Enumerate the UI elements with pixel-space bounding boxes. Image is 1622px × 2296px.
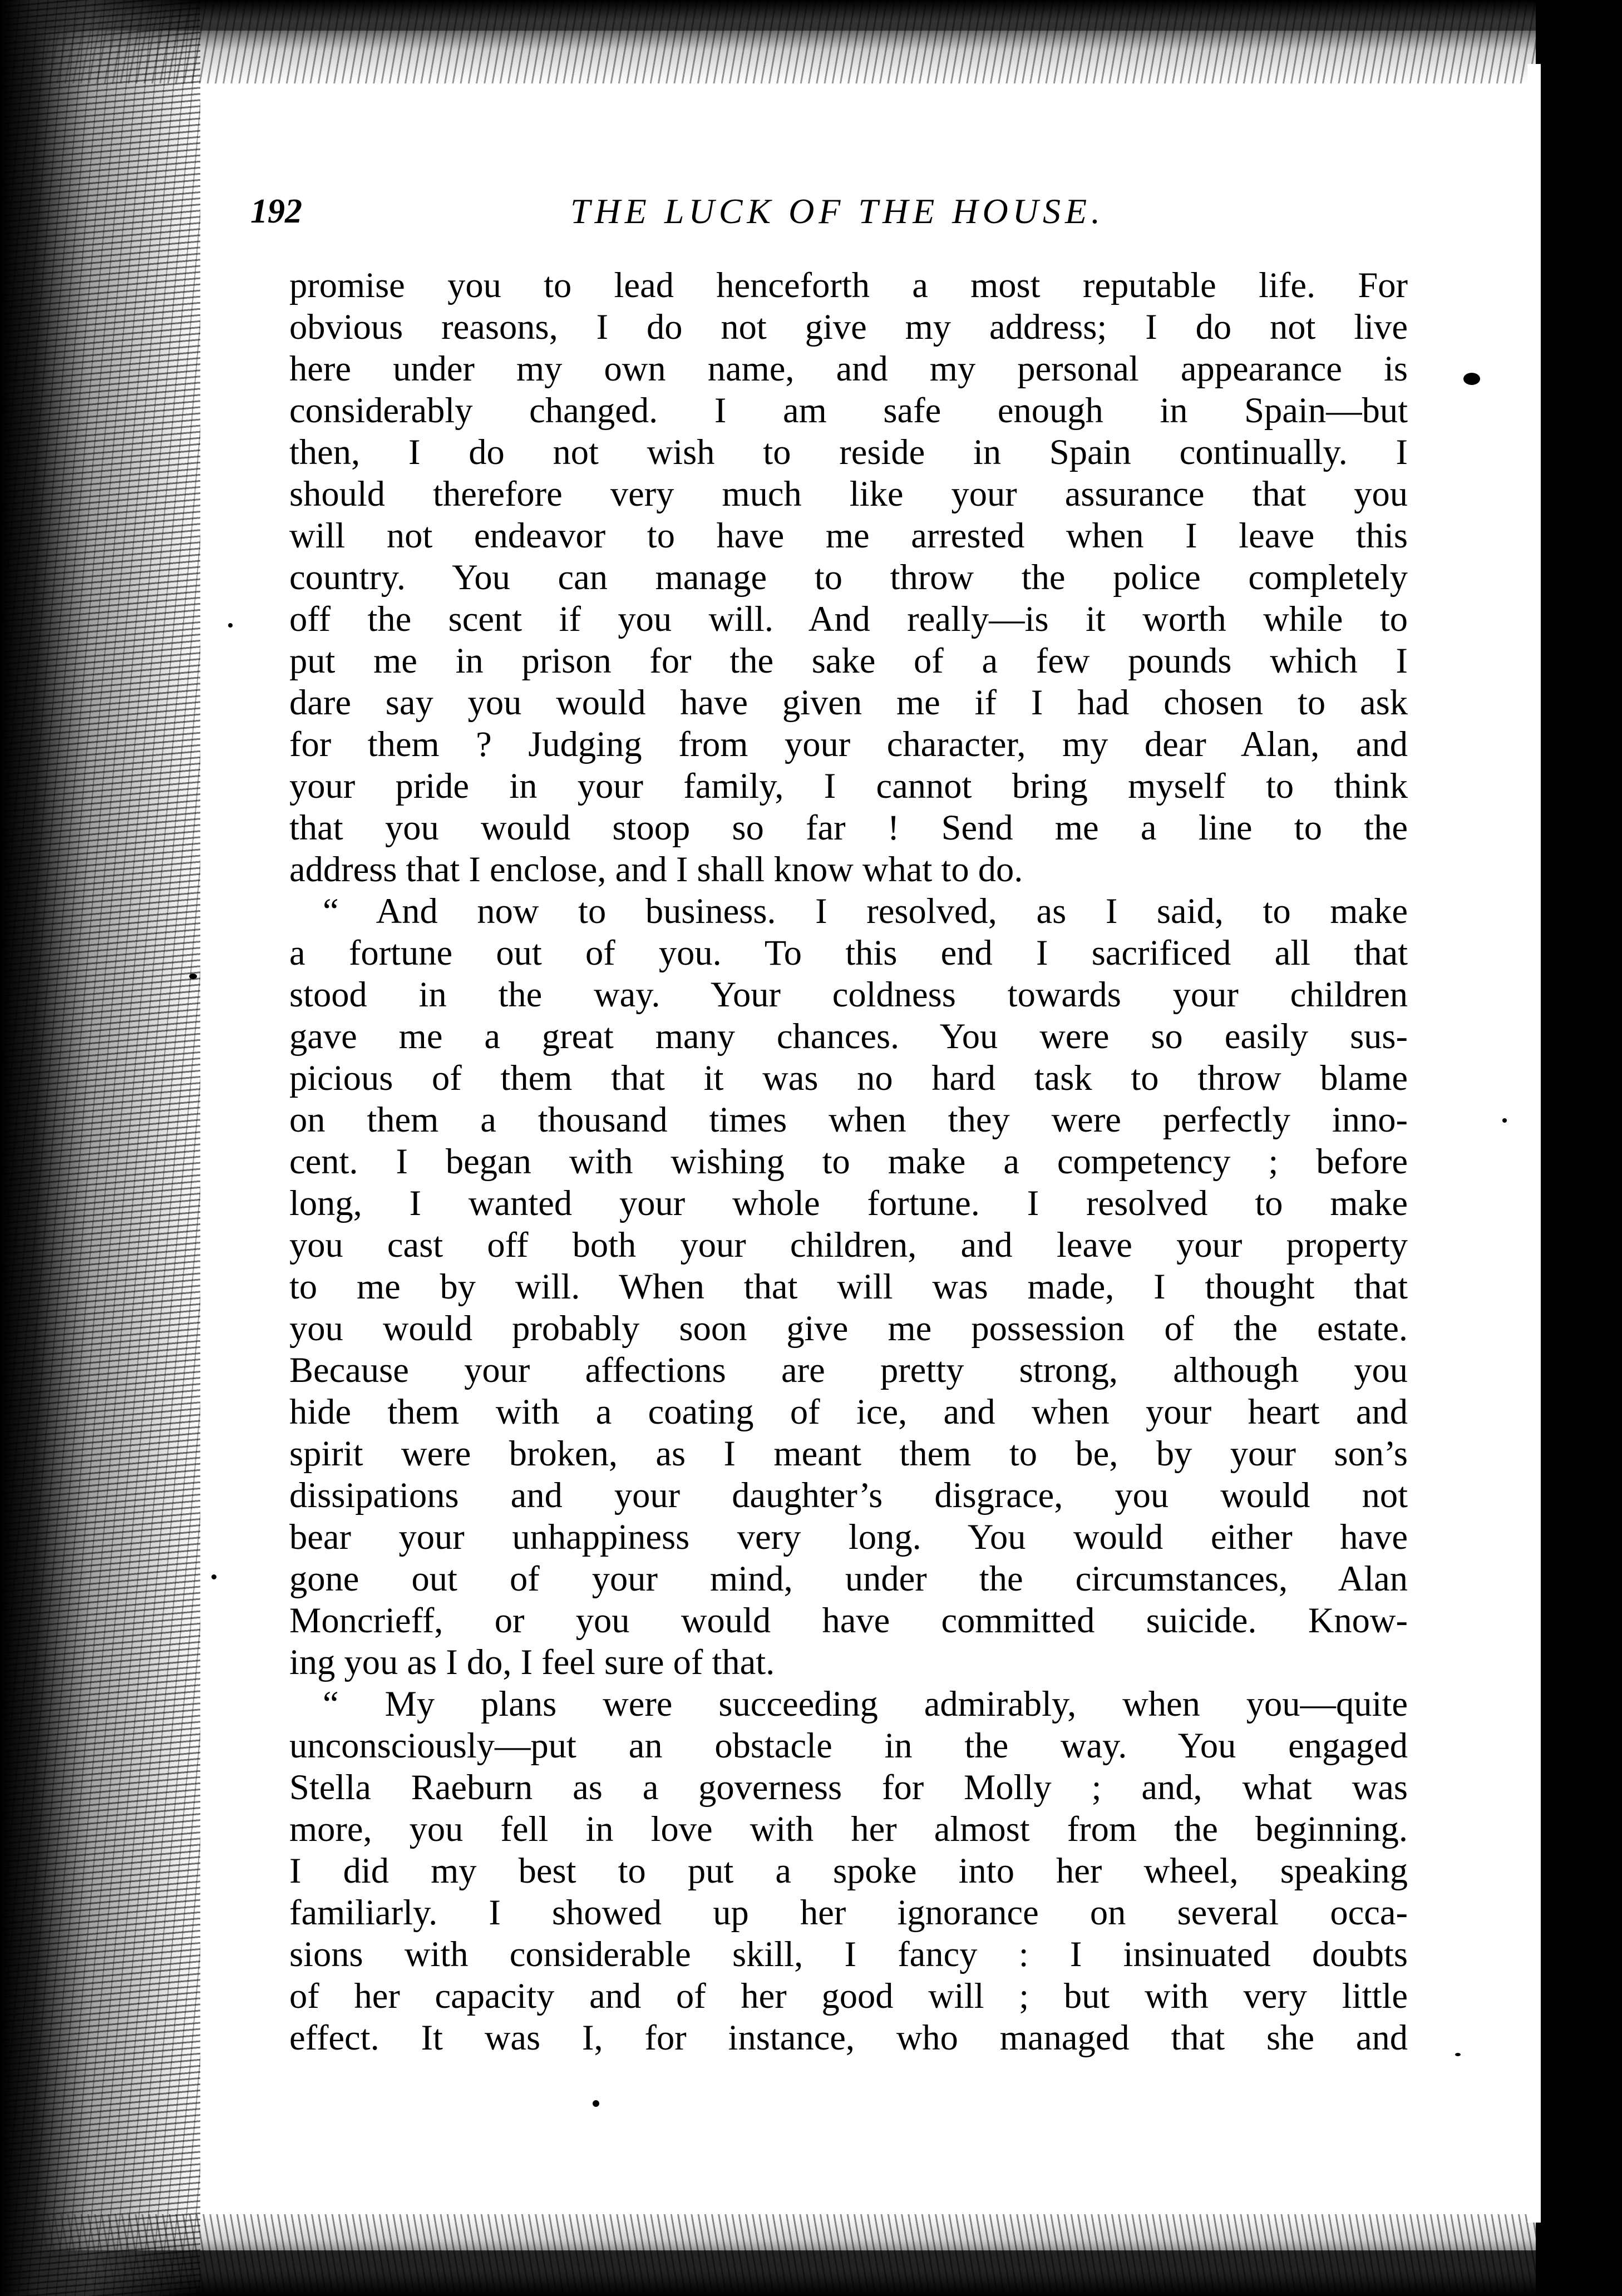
scan-speck xyxy=(1502,1118,1507,1123)
scan-left-edge xyxy=(0,0,200,2296)
text-line: hide them with a coating of ice, and when your heart and xyxy=(289,1392,1408,1431)
text-line: I did my best to put a spoke into her wheel, speaking xyxy=(289,1851,1408,1890)
text-line: considerably changed. I am safe enough in Spain—but xyxy=(289,391,1408,430)
text-line: of her capacity and of her good will ; but with very little xyxy=(289,1976,1408,2016)
body-text xyxy=(289,264,1408,2058)
text-line: promise you to lead henceforth a most reputable life. For xyxy=(289,265,1408,305)
scan-speck xyxy=(228,623,233,628)
text-line: effect. It was I, for instance, who managed that she and xyxy=(289,2018,1408,2057)
text-line: that you would stoop so far ! Send me a line to the xyxy=(289,808,1408,847)
text-line: to me by will. When that will was made, I thought that xyxy=(289,1267,1408,1306)
text-line: here under my own name, and my personal appearance is xyxy=(289,349,1408,388)
scan-right-border xyxy=(1536,0,1622,2296)
text-line: gone out of your mind, under the circumstances, Alan xyxy=(289,1559,1408,1598)
scan-speck xyxy=(189,974,197,979)
running-title: THE LUCK OF THE HOUSE. xyxy=(570,191,1105,231)
scan-speck xyxy=(1455,2053,1461,2056)
text-line: should therefore very much like your assurance that you xyxy=(289,474,1408,513)
text-line: bear your unhappiness very long. You would either have xyxy=(289,1517,1408,1557)
text-line: unconsciously—put an obstacle in the way. You engaged xyxy=(289,1726,1408,1765)
text-line: off the scent if you will. And really—is it worth while to xyxy=(289,599,1408,639)
text-line: gave me a great many chances. You were so easily sus- xyxy=(289,1016,1408,1056)
text-line: cent. I began with wishing to make a competency ; before xyxy=(289,1142,1408,1181)
text-line: spirit were broken, as I meant them to be, by your son’s xyxy=(289,1434,1408,1473)
text-line: obvious reasons, I do not give my address; I do not live xyxy=(289,307,1408,347)
text-line: country. You can manage to throw the police completely xyxy=(289,557,1408,597)
page-number: 192 xyxy=(250,192,302,230)
text-line: you would probably soon give me possession of the estate. xyxy=(289,1309,1408,1348)
text-line: Moncrieff, or you would have committed suicide. Know- xyxy=(289,1601,1408,1640)
scan-speck xyxy=(593,2100,599,2107)
text-line: your pride in your family, I cannot bring myself to think xyxy=(289,766,1408,806)
text-line: address that I enclose, and I shall know what to do. xyxy=(289,850,1023,889)
text-line: a fortune out of you. To this end I sacrificed all that xyxy=(289,933,1408,972)
scan-bottom-edge xyxy=(0,2214,1536,2296)
text-line: dissipations and your daughter’s disgrace, you would not xyxy=(289,1475,1408,1515)
scan-right-paper-strip xyxy=(1527,64,1541,2223)
text-line: long, I wanted your whole fortune. I resolved to make xyxy=(289,1183,1408,1223)
text-line: picious of them that it was no hard task to throw blame xyxy=(289,1058,1408,1098)
text-line: more, you fell in love with her almost from the beginning. xyxy=(289,1809,1408,1849)
text-line: “ And now to business. I resolved, as I said, to make xyxy=(323,891,1408,931)
text-line: stood in the way. Your coldness towards your children xyxy=(289,975,1408,1014)
text-line: then, I do not wish to reside in Spain continually. I xyxy=(289,432,1408,472)
text-line: on them a thousand times when they were perfectly inno- xyxy=(289,1100,1408,1139)
scan-speck xyxy=(1463,373,1480,385)
page-header xyxy=(250,181,1424,242)
text-line: you cast off both your children, and leave your property xyxy=(289,1225,1408,1265)
text-line: Because your affections are pretty strong, although you xyxy=(289,1350,1408,1390)
text-line: ing you as I do, I feel sure of that. xyxy=(289,1642,775,1682)
text-line: put me in prison for the sake of a few pounds which I xyxy=(289,641,1408,680)
text-line: dare say you would have given me if I had chosen to ask xyxy=(289,683,1408,722)
text-line: Stella Raeburn as a governess for Molly ; and, what was xyxy=(289,1767,1408,1807)
scan-top-edge xyxy=(0,0,1536,83)
text-line: will not endeavor to have me arrested when I leave this xyxy=(289,516,1408,555)
text-line: “ My plans were succeeding admirably, when you—quite xyxy=(323,1684,1408,1724)
scan-speck xyxy=(211,1574,216,1579)
text-line: sions with considerable skill, I fancy : I insinuated doubts xyxy=(289,1934,1408,1974)
text-line: familiarly. I showed up her ignorance on several occa- xyxy=(289,1893,1408,1932)
text-line: for them ? Judging from your character, my dear Alan, and xyxy=(289,724,1408,764)
